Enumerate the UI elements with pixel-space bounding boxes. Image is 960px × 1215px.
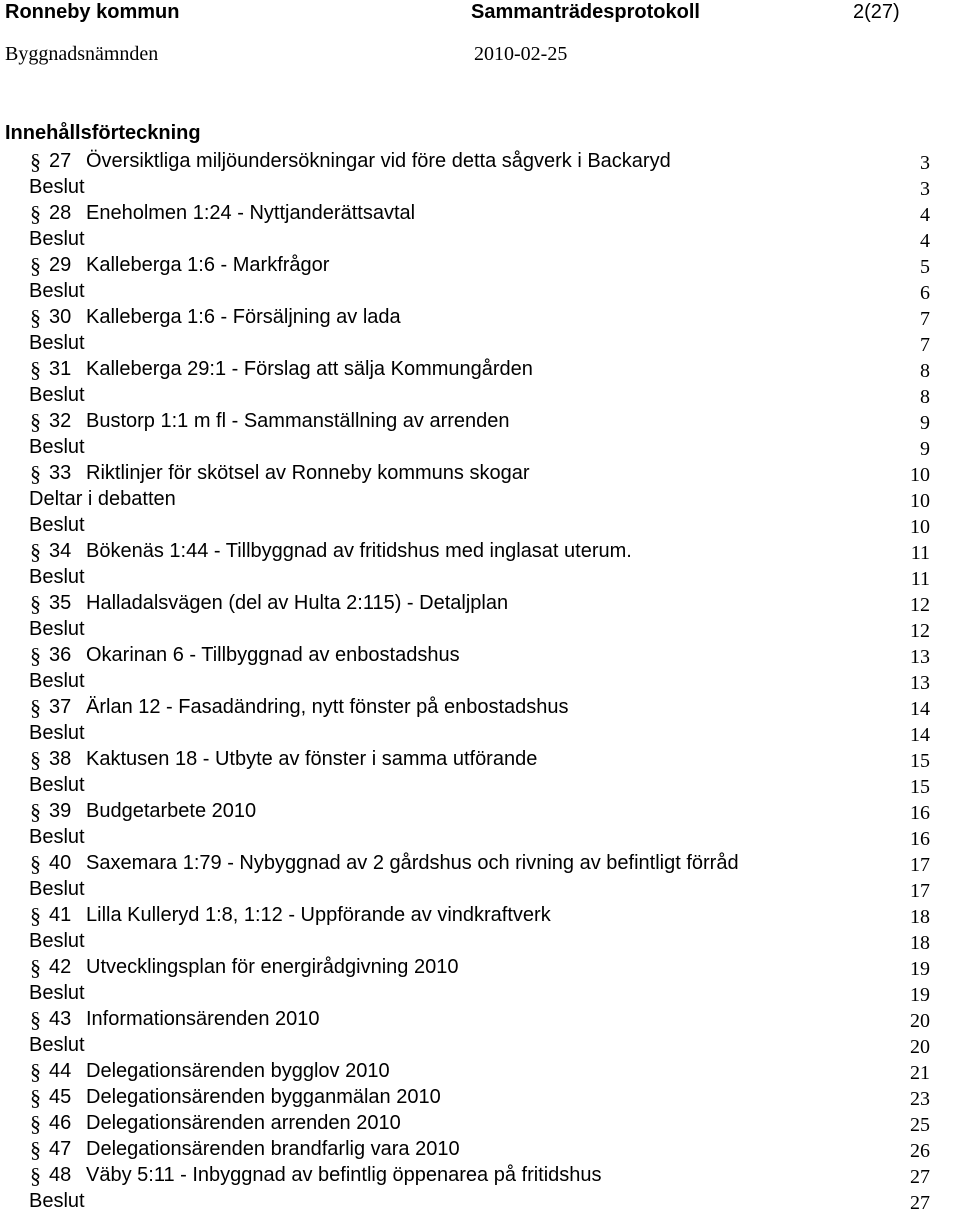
toc-title: Innehållsförteckning xyxy=(5,122,201,144)
toc-page-number: 7 xyxy=(920,334,930,356)
board-name: Byggnadsnämnden xyxy=(5,43,159,65)
section-title: Kalleberga 1:6 - Markfrågor xyxy=(86,254,330,276)
toc-page-number: 14 xyxy=(910,698,930,720)
org-name: Ronneby kommun xyxy=(5,1,180,23)
section-number: 32 xyxy=(49,410,72,432)
section-title: Lilla Kulleryd 1:8, 1:12 - Uppförande av vindkraftverk xyxy=(86,904,551,926)
subentry-title: Beslut xyxy=(29,566,85,588)
section-title: Riktlinjer för skötsel av Ronneby kommuns skogar xyxy=(86,462,530,484)
section-title: Delegationsärenden bygganmälan 2010 xyxy=(86,1086,441,1108)
toc-page-number: 23 xyxy=(910,1088,930,1110)
section-title: Saxemara 1:79 - Nybyggnad av 2 gårdshus och rivning av befintligt förråd xyxy=(86,852,739,874)
subentry-title: Beslut xyxy=(29,878,85,900)
toc-page-number: 8 xyxy=(920,360,930,382)
section-number: 46 xyxy=(49,1112,72,1134)
subentry-title: Beslut xyxy=(29,930,85,952)
toc-section-entry[interactable] xyxy=(0,356,960,382)
section-symbol: § xyxy=(30,409,41,434)
toc-page-number: 9 xyxy=(920,412,930,434)
subentry-title: Beslut xyxy=(29,514,85,536)
toc-subentry[interactable] xyxy=(0,1188,960,1214)
toc-page-number: 18 xyxy=(910,932,930,954)
section-title: Kalleberga 29:1 - Förslag att sälja Kommungården xyxy=(86,358,533,380)
toc-page-number: 15 xyxy=(910,776,930,798)
toc-subentry[interactable] xyxy=(0,824,960,850)
section-title: Delegationsärenden bygglov 2010 xyxy=(86,1060,390,1082)
section-title: Utvecklingsplan för energirådgivning 2010 xyxy=(86,956,459,978)
section-number: 47 xyxy=(49,1138,72,1160)
toc-page-number: 15 xyxy=(910,750,930,772)
toc-page-number: 9 xyxy=(920,438,930,460)
toc-subentry[interactable] xyxy=(0,226,960,252)
toc-page-number: 21 xyxy=(910,1062,930,1084)
document-type: Sammanträdesprotokoll xyxy=(471,1,700,23)
section-number: 27 xyxy=(49,150,72,172)
subentry-title: Beslut xyxy=(29,670,85,692)
section-symbol: § xyxy=(30,955,41,980)
toc-page-number: 4 xyxy=(920,230,930,252)
toc-subentry[interactable] xyxy=(0,980,960,1006)
section-number: 31 xyxy=(49,358,72,380)
subentry-title: Beslut xyxy=(29,436,85,458)
toc-page-number: 10 xyxy=(910,490,930,512)
subentry-title: Beslut xyxy=(29,384,85,406)
toc-page-number: 26 xyxy=(910,1140,930,1162)
section-symbol: § xyxy=(30,851,41,876)
toc-subentry[interactable] xyxy=(0,876,960,902)
toc-section-entry[interactable] xyxy=(0,252,960,278)
section-title: Eneholmen 1:24 - Nyttjanderättsavtal xyxy=(86,202,416,224)
subentry-title: Beslut xyxy=(29,774,85,796)
section-symbol: § xyxy=(30,201,41,226)
section-title: Väby 5:11 - Inbyggnad av befintlig öppenarea på fritidshus xyxy=(86,1164,602,1186)
toc-page-number: 18 xyxy=(910,906,930,928)
toc-page-number: 11 xyxy=(910,568,930,590)
section-title: Budgetarbete 2010 xyxy=(86,800,257,822)
section-title: Halladalsvägen (del av Hulta 2:115) - Detaljplan xyxy=(86,592,509,614)
section-title: Delegationsärenden brandfarlig vara 2010 xyxy=(86,1138,460,1160)
toc-page-number: 10 xyxy=(910,464,930,486)
subentry-title: Beslut xyxy=(29,332,85,354)
toc-section-entry[interactable] xyxy=(0,590,960,616)
section-symbol: § xyxy=(30,591,41,616)
subentry-title: Beslut xyxy=(29,722,85,744)
section-title: Översiktliga miljöundersökningar vid före detta sågverk i Backaryd xyxy=(86,150,671,172)
toc-page-number: 8 xyxy=(920,386,930,408)
toc-page-number: 14 xyxy=(910,724,930,746)
section-number: 30 xyxy=(49,306,72,328)
toc-section-entry[interactable] xyxy=(0,408,960,434)
toc-subentry[interactable] xyxy=(0,512,960,538)
subentry-title: Beslut xyxy=(29,280,85,302)
section-symbol: § xyxy=(30,1111,41,1136)
section-symbol: § xyxy=(30,695,41,720)
section-number: 41 xyxy=(49,904,72,926)
toc-page-number: 16 xyxy=(910,828,930,850)
toc-section-entry[interactable] xyxy=(0,200,960,226)
toc-section-entry[interactable] xyxy=(0,1084,960,1110)
meeting-date: 2010-02-25 xyxy=(474,43,568,65)
toc-subentry[interactable] xyxy=(0,330,960,356)
section-number: 34 xyxy=(49,540,72,562)
toc-page-number: 27 xyxy=(910,1166,930,1188)
toc-subentry[interactable] xyxy=(0,1032,960,1058)
section-number: 38 xyxy=(49,748,72,770)
toc-section-entry[interactable] xyxy=(0,694,960,720)
section-symbol: § xyxy=(30,643,41,668)
toc-subentry[interactable] xyxy=(0,772,960,798)
section-number: 42 xyxy=(49,956,72,978)
subentry-title: Deltar i debatten xyxy=(29,488,176,510)
toc-page-number: 3 xyxy=(920,178,930,200)
subentry-title: Beslut xyxy=(29,1034,85,1056)
toc-subentry[interactable] xyxy=(0,720,960,746)
toc-page-number: 12 xyxy=(910,594,930,616)
toc-subentry[interactable] xyxy=(0,668,960,694)
toc-page-number: 13 xyxy=(910,646,930,668)
table-of-contents xyxy=(0,148,960,1214)
section-symbol: § xyxy=(30,1085,41,1110)
section-number: 44 xyxy=(49,1060,72,1082)
toc-page-number: 13 xyxy=(910,672,930,694)
toc-page-number: 20 xyxy=(910,1010,930,1032)
page-number: 2(27) xyxy=(853,1,900,23)
subentry-title: Beslut xyxy=(29,228,85,250)
subentry-title: Beslut xyxy=(29,1190,85,1212)
toc-subentry[interactable] xyxy=(0,278,960,304)
toc-page-number: 20 xyxy=(910,1036,930,1058)
section-number: 35 xyxy=(49,592,72,614)
toc-section-entry[interactable] xyxy=(0,304,960,330)
section-number: 48 xyxy=(49,1164,72,1186)
toc-page-number: 19 xyxy=(910,984,930,1006)
section-symbol: § xyxy=(30,799,41,824)
toc-section-entry[interactable] xyxy=(0,460,960,486)
toc-page-number: 27 xyxy=(910,1192,930,1214)
toc-page-number: 17 xyxy=(910,854,930,876)
section-symbol: § xyxy=(30,253,41,278)
subentry-title: Beslut xyxy=(29,176,85,198)
subentry-title: Beslut xyxy=(29,618,85,640)
toc-page-number: 11 xyxy=(910,542,930,564)
section-number: 40 xyxy=(49,852,72,874)
toc-subentry[interactable] xyxy=(0,616,960,642)
section-symbol: § xyxy=(30,903,41,928)
toc-page-number: 17 xyxy=(910,880,930,902)
toc-section-entry[interactable] xyxy=(0,1058,960,1084)
toc-section-entry[interactable] xyxy=(0,798,960,824)
toc-subentry[interactable] xyxy=(0,564,960,590)
section-title: Kaktusen 18 - Utbyte av fönster i samma utförande xyxy=(86,748,538,770)
subentry-title: Beslut xyxy=(29,826,85,848)
section-title: Ärlan 12 - Fasadändring, nytt fönster på enbostadshus xyxy=(86,696,569,718)
section-title: Okarinan 6 - Tillbyggnad av enbostadshus xyxy=(86,644,460,666)
toc-subentry[interactable] xyxy=(0,382,960,408)
toc-subentry[interactable] xyxy=(0,486,960,512)
section-number: 45 xyxy=(49,1086,72,1108)
toc-section-entry[interactable] xyxy=(0,1162,960,1188)
toc-section-entry[interactable] xyxy=(0,902,960,928)
section-symbol: § xyxy=(30,747,41,772)
toc-page-number: 7 xyxy=(920,308,930,330)
toc-page-number: 25 xyxy=(910,1114,930,1136)
section-title: Delegationsärenden arrenden 2010 xyxy=(86,1112,401,1134)
section-number: 29 xyxy=(49,254,72,276)
toc-section-entry[interactable] xyxy=(0,1006,960,1032)
toc-subentry[interactable] xyxy=(0,928,960,954)
section-number: 37 xyxy=(49,696,72,718)
toc-page-number: 16 xyxy=(910,802,930,824)
toc-section-entry[interactable] xyxy=(0,538,960,564)
section-number: 43 xyxy=(49,1008,72,1030)
section-symbol: § xyxy=(30,1163,41,1188)
section-number: 28 xyxy=(49,202,72,224)
toc-section-entry[interactable] xyxy=(0,1110,960,1136)
toc-page-number: 4 xyxy=(920,204,930,226)
section-number: 33 xyxy=(49,462,72,484)
section-number: 36 xyxy=(49,644,72,666)
section-title: Kalleberga 1:6 - Försäljning av lada xyxy=(86,306,401,328)
section-symbol: § xyxy=(30,305,41,330)
toc-section-entry[interactable] xyxy=(0,642,960,668)
section-number: 39 xyxy=(49,800,72,822)
toc-page-number: 12 xyxy=(910,620,930,642)
toc-page-number: 3 xyxy=(920,152,930,174)
toc-page-number: 5 xyxy=(920,256,930,278)
toc-page-number: 10 xyxy=(910,516,930,538)
section-symbol: § xyxy=(30,357,41,382)
toc-page-number: 6 xyxy=(920,282,930,304)
subentry-title: Beslut xyxy=(29,982,85,1004)
section-title: Informationsärenden 2010 xyxy=(86,1008,320,1030)
section-symbol: § xyxy=(30,461,41,486)
toc-section-entry[interactable] xyxy=(0,850,960,876)
section-title: Bustorp 1:1 m fl - Sammanställning av arrenden xyxy=(86,410,510,432)
toc-section-entry[interactable] xyxy=(0,746,960,772)
toc-section-entry[interactable] xyxy=(0,148,960,174)
section-symbol: § xyxy=(30,1137,41,1162)
section-symbol: § xyxy=(30,1007,41,1032)
toc-section-entry[interactable] xyxy=(0,1136,960,1162)
section-symbol: § xyxy=(30,149,41,174)
toc-section-entry[interactable] xyxy=(0,954,960,980)
toc-subentry[interactable] xyxy=(0,434,960,460)
section-symbol: § xyxy=(30,1059,41,1084)
toc-subentry[interactable] xyxy=(0,174,960,200)
toc-page-number: 19 xyxy=(910,958,930,980)
section-title: Bökenäs 1:44 - Tillbyggnad av fritidshus med inglasat uterum. xyxy=(86,540,632,562)
section-symbol: § xyxy=(30,539,41,564)
